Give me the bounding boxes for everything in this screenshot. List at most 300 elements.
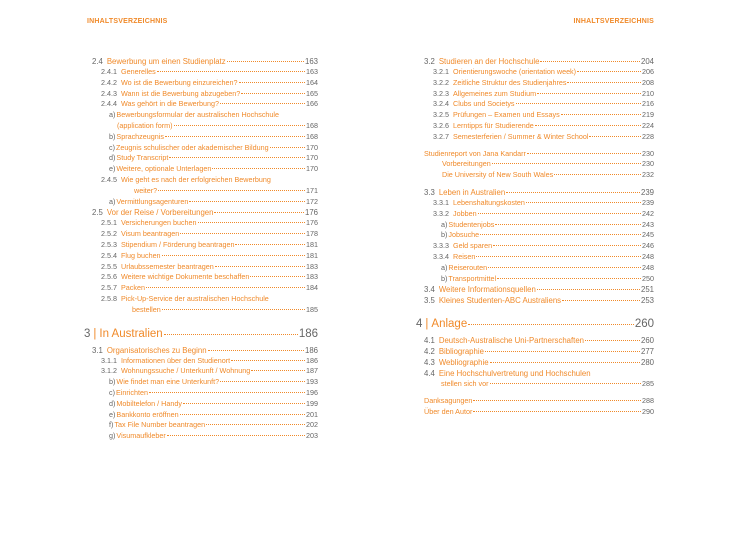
entry-title: Geld sparen <box>453 241 493 251</box>
toc-entry[interactable] <box>424 407 654 418</box>
leader-dots <box>468 324 634 325</box>
entry-page: 224 <box>642 120 654 130</box>
leader-dots <box>164 334 298 335</box>
entry-number: 3.1.1 <box>101 355 117 365</box>
toc-entry[interactable] <box>424 284 654 295</box>
entry-page: 176 <box>304 208 318 218</box>
leader-dots <box>485 351 640 352</box>
leader-dots <box>506 192 640 193</box>
entry-page: 210 <box>642 88 654 98</box>
entry-page: 199 <box>306 398 318 408</box>
toc-entry[interactable] <box>92 262 318 273</box>
toc-entry[interactable] <box>92 197 318 208</box>
entry-page: 186 <box>304 345 318 355</box>
toc-entry[interactable] <box>424 187 654 198</box>
entry-page: 243 <box>642 219 654 229</box>
toc-entry[interactable] <box>424 346 654 357</box>
toc-entry[interactable] <box>92 283 318 294</box>
entry-title: Reiserouten <box>448 262 488 272</box>
entry-number: a) <box>109 196 116 206</box>
toc-entry[interactable] <box>424 335 654 346</box>
entry-title: Semesterferien / Summer & Winter School <box>453 131 589 141</box>
leader-dots <box>167 435 305 436</box>
entry-number: 4.3 <box>424 358 435 368</box>
entry-number: 3.2.7 <box>433 131 449 141</box>
leader-dots <box>516 103 641 104</box>
leader-dots <box>162 255 305 256</box>
toc-entry[interactable] <box>92 366 318 377</box>
leader-dots <box>567 82 641 83</box>
entry-page: 290 <box>642 406 654 416</box>
entry-number: 2.4.5 <box>101 174 117 184</box>
entry-title: Vermittlungsagenturen <box>116 196 189 206</box>
toc-entry[interactable] <box>92 56 318 67</box>
leader-dots <box>490 362 640 363</box>
entry-number: 2.5.8 <box>101 293 117 303</box>
chapter-number: 3 <box>84 327 91 340</box>
toc-entry[interactable] <box>424 220 654 231</box>
toc-entry[interactable] <box>92 89 318 100</box>
entry-page: 204 <box>640 57 654 66</box>
leader-dots <box>497 278 641 279</box>
entry-title: Kleines Studenten-ABC Australiens <box>438 296 562 306</box>
toc-entry[interactable] <box>424 56 654 67</box>
entry-number: f) <box>109 420 114 430</box>
entry-title: bestellen <box>132 304 161 314</box>
leader-dots <box>490 383 641 384</box>
toc-entry[interactable] <box>424 110 654 121</box>
entry-title: Vor der Reise / Vorbereitungen <box>106 208 214 218</box>
toc-entry[interactable] <box>424 67 654 78</box>
entry-number: g) <box>109 431 116 441</box>
entry-title: Einrichten <box>116 387 148 397</box>
leader-dots <box>540 61 640 62</box>
entry-number: 3.4 <box>424 285 435 295</box>
leader-dots <box>169 157 305 158</box>
entry-title: Organisatorisches zu Beginn <box>106 345 207 355</box>
entry-page: 178 <box>306 229 318 239</box>
entry-number: e) <box>109 164 116 174</box>
entry-page: 172 <box>306 196 318 206</box>
entry-page: 171 <box>306 185 318 195</box>
toc-entry[interactable] <box>424 99 654 110</box>
entry-number: 2.5.2 <box>101 229 117 239</box>
leader-dots <box>493 245 641 246</box>
leader-dots <box>198 222 305 223</box>
entry-title: Leben in Australien <box>438 187 506 197</box>
entry-number: d) <box>109 398 116 408</box>
entry-number: b) <box>109 377 116 387</box>
entry-page: 183 <box>306 272 318 282</box>
entry-title: Clubs und Societys <box>453 99 515 109</box>
entry-page: 228 <box>642 131 654 141</box>
chapter-title: In Australien <box>99 327 163 340</box>
toc-entry[interactable] <box>424 132 654 143</box>
entry-title: Was gehört in die Bewerbung? <box>121 99 220 109</box>
toc-entry[interactable] <box>92 377 318 388</box>
leader-dots <box>537 289 640 290</box>
entry-title: Visumaufkleber <box>116 431 166 441</box>
leader-dots <box>473 400 641 401</box>
entry-page: 170 <box>306 142 318 152</box>
toc-entry[interactable] <box>92 272 318 283</box>
entry-number: 4.2 <box>424 347 435 357</box>
entry-title: Generelles <box>121 67 156 76</box>
entry-page: 206 <box>642 67 654 76</box>
entry-title: Wo ist die Bewerbung einzureichen? <box>121 77 238 87</box>
leader-dots <box>231 360 305 361</box>
entry-title: Pick-Up-Service der australischen Hochschule <box>121 293 269 303</box>
chapter-page: 260 <box>634 318 654 331</box>
entry-number: 3.2.2 <box>433 77 449 87</box>
leader-dots <box>554 174 641 175</box>
toc-entry[interactable] <box>424 379 654 390</box>
entry-number: c) <box>109 142 115 152</box>
entry-page: 170 <box>306 164 318 174</box>
toc-entry[interactable] <box>424 159 654 170</box>
entry-page: 230 <box>642 159 654 169</box>
leader-dots <box>476 256 641 257</box>
leader-dots <box>537 93 641 94</box>
entry-number: 2.5.6 <box>101 272 117 282</box>
entry-title: Die University of New South Wales <box>442 170 554 180</box>
leader-dots <box>535 125 641 126</box>
toc-right <box>416 56 654 418</box>
toc-entry[interactable] <box>92 388 318 399</box>
entry-page: 176 <box>306 218 318 228</box>
entry-number: 3.3 <box>424 187 435 197</box>
toc-entry[interactable] <box>424 252 654 263</box>
entry-page: 185 <box>306 304 318 314</box>
entry-number: 3.5 <box>424 296 435 306</box>
entry-title: Zeitliche Struktur des Studienjahres <box>453 77 567 87</box>
entry-page: 203 <box>306 431 318 441</box>
toc-entry[interactable] <box>424 149 654 160</box>
toc-entry[interactable] <box>424 368 654 379</box>
entry-number: a) <box>441 262 448 272</box>
toc-entry[interactable] <box>92 78 318 89</box>
entry-title: Wann ist die Bewerbung abzugeben? <box>121 88 241 98</box>
leader-dots <box>208 350 304 351</box>
toc-entry[interactable] <box>424 170 654 181</box>
entry-page: 280 <box>640 358 654 368</box>
toc-entry[interactable] <box>92 345 318 356</box>
entry-number: 3.1 <box>92 345 103 355</box>
chapter-heading[interactable] <box>416 316 654 332</box>
entry-page: 165 <box>306 88 318 98</box>
toc-entry[interactable] <box>424 357 654 368</box>
entry-page: 250 <box>642 273 654 283</box>
entry-page: 242 <box>642 208 654 218</box>
leader-dots <box>473 411 641 412</box>
entry-title: Wie geht es nach der erfolgreichen Bewerbung <box>121 174 271 184</box>
entry-page: 246 <box>642 241 654 251</box>
leader-dots <box>270 147 305 148</box>
toc-entry[interactable] <box>92 229 318 240</box>
toc-left <box>84 56 318 442</box>
entry-page: 219 <box>642 110 654 120</box>
entry-number: 3.2.3 <box>433 88 449 98</box>
toc-entry[interactable] <box>424 209 654 220</box>
entry-title: Danksagungen <box>424 396 473 406</box>
leader-dots <box>220 103 305 104</box>
entry-page: 183 <box>306 261 318 271</box>
leader-dots <box>561 114 641 115</box>
entry-number: 4.1 <box>424 336 435 346</box>
entry-number: b) <box>441 273 448 283</box>
leader-dots <box>220 381 305 382</box>
entry-title: Jobben <box>453 208 477 218</box>
entry-page: 251 <box>640 285 654 295</box>
entry-page: 202 <box>306 420 318 430</box>
leader-dots <box>146 287 305 288</box>
leader-dots <box>241 93 305 94</box>
chapter-heading[interactable] <box>84 326 318 342</box>
entry-page: 170 <box>306 153 318 163</box>
chapter-number: 4 <box>416 318 423 331</box>
entry-title: Allgemeines zum Studium <box>453 88 537 98</box>
leader-dots <box>527 153 641 154</box>
toc-entry[interactable] <box>424 274 654 285</box>
leader-dots <box>251 370 305 371</box>
entry-page: 216 <box>642 99 654 109</box>
entry-title: Eine Hochschulvertretung und Hochschulen <box>438 369 591 379</box>
entry-page: 288 <box>642 396 654 406</box>
entry-page: 187 <box>306 366 318 376</box>
toc-entry[interactable] <box>92 305 318 316</box>
toc-entry[interactable] <box>424 78 654 89</box>
entry-page: 196 <box>306 387 318 397</box>
entry-title: Orientierungswoche (orientation week) <box>453 67 577 76</box>
entry-page: 184 <box>306 283 318 293</box>
entry-page: 232 <box>642 170 654 180</box>
leader-dots <box>577 71 641 72</box>
toc-entry[interactable] <box>424 295 654 306</box>
toc-entry[interactable] <box>424 241 654 252</box>
entry-number: 2.5.3 <box>101 239 117 249</box>
toc-entry[interactable] <box>92 143 318 154</box>
leader-dots <box>183 403 305 404</box>
toc-entry[interactable] <box>424 121 654 132</box>
entry-number: 3.2.4 <box>433 99 449 109</box>
chapter-title: Anlage <box>431 318 468 331</box>
entry-title: Transportmittel <box>448 273 497 283</box>
entry-page: 260 <box>640 336 654 346</box>
toc-entry[interactable] <box>92 251 318 262</box>
entry-page: 277 <box>640 347 654 357</box>
entry-number: e) <box>109 409 116 419</box>
entry-title: Bewerbung um einen Studienplatz <box>106 57 226 66</box>
entry-number: 3.3.4 <box>433 251 449 261</box>
entry-title: Tax File Number beantragen <box>114 420 206 430</box>
leader-dots <box>585 340 640 341</box>
entry-number: b) <box>109 131 116 141</box>
entry-title: Wie findet man eine Unterkunft? <box>116 377 220 387</box>
entry-page: 163 <box>306 67 318 76</box>
entry-title: Weitere Informationsquellen <box>438 285 536 295</box>
toc-entry[interactable] <box>92 218 318 229</box>
entry-page: 230 <box>642 148 654 158</box>
toc-entry[interactable] <box>424 89 654 100</box>
entry-title: Studienreport von Jana Kandarr <box>424 148 526 158</box>
leader-dots <box>562 300 640 301</box>
chapter-page: 186 <box>298 327 318 340</box>
entry-number: 2.5.7 <box>101 283 117 293</box>
toc-entry[interactable] <box>92 67 318 78</box>
entry-page: 193 <box>306 377 318 387</box>
leader-dots <box>214 212 304 213</box>
entry-page: 181 <box>306 239 318 249</box>
entry-title: Studentenjobs <box>448 219 495 229</box>
entry-number: a) <box>109 110 116 120</box>
entry-number: 2.4.4 <box>101 99 117 109</box>
toc-entry[interactable] <box>92 420 318 431</box>
toc-entry[interactable] <box>92 207 318 218</box>
entry-title: Zeugnis schulischer oder akademischer Bildung <box>116 142 269 152</box>
toc-entry[interactable] <box>92 132 318 143</box>
entry-title: Flug buchen <box>121 250 161 260</box>
entry-title: Lerntipps für Studierende <box>453 120 534 130</box>
entry-title: weiter? <box>134 185 158 195</box>
entry-page: 208 <box>642 77 654 87</box>
entry-number: a) <box>441 219 448 229</box>
leader-dots <box>180 414 305 415</box>
entry-title: Jobsuche <box>448 230 480 240</box>
entry-page: 163 <box>304 57 318 66</box>
entry-page: 248 <box>642 262 654 272</box>
leader-dots <box>180 233 305 234</box>
entry-number: 3.3.2 <box>433 208 449 218</box>
toc-entry[interactable] <box>424 198 654 209</box>
entry-page: 168 <box>306 120 318 130</box>
running-head: INHALTSVERZEICHNIS <box>573 18 654 25</box>
entry-page: 181 <box>306 250 318 260</box>
entry-page: 245 <box>642 230 654 240</box>
entry-page: 239 <box>642 197 654 207</box>
entry-number: 2.5 <box>92 208 103 218</box>
entry-number: 2.5.5 <box>101 261 117 271</box>
entry-title: Bibliographie <box>438 347 484 357</box>
entry-page: 248 <box>642 251 654 261</box>
leader-dots <box>165 136 305 137</box>
toc-entry[interactable] <box>92 121 318 132</box>
leader-dots <box>206 424 305 425</box>
entry-number: d) <box>109 153 116 163</box>
leader-dots <box>526 202 641 203</box>
leader-dots <box>212 168 305 169</box>
entry-title: Weitere, optionale Unterlagen <box>116 164 212 174</box>
entry-title: Webliographie <box>438 358 489 368</box>
leader-dots <box>495 224 641 225</box>
entry-number: 2.4 <box>92 57 103 66</box>
entry-number: 3.3.3 <box>433 241 449 251</box>
entry-page: 164 <box>306 77 318 87</box>
entry-title: Versicherungen buchen <box>121 218 197 228</box>
running-head: INHALTSVERZEICHNIS <box>87 18 168 25</box>
entry-number: 4.4 <box>424 369 435 379</box>
entry-page: 285 <box>642 379 654 389</box>
leader-dots <box>250 276 305 277</box>
entry-title: Packen <box>121 283 145 293</box>
entry-number: c) <box>109 387 115 397</box>
toc-entry[interactable] <box>92 410 318 421</box>
entry-page: 253 <box>640 296 654 306</box>
entry-title: Studieren an der Hochschule <box>438 57 540 66</box>
toc-entry[interactable] <box>92 153 318 164</box>
toc-entry[interactable] <box>92 99 318 110</box>
leader-dots <box>227 61 304 62</box>
leader-dots <box>149 392 305 393</box>
entry-title: Reisen <box>453 251 476 261</box>
toc-entry[interactable] <box>92 110 318 121</box>
entry-number: b) <box>441 230 448 240</box>
toc-entry[interactable] <box>424 230 654 241</box>
entry-page: 239 <box>640 187 654 197</box>
entry-number: 3.3.1 <box>433 197 449 207</box>
leader-dots <box>488 267 641 268</box>
toc-entry[interactable] <box>92 356 318 367</box>
entry-page: 201 <box>306 409 318 419</box>
toc-entry[interactable] <box>92 399 318 410</box>
entry-number: 2.4.2 <box>101 77 117 87</box>
entry-number: 2.5.4 <box>101 250 117 260</box>
leader-dots <box>189 201 305 202</box>
leader-dots <box>235 244 305 245</box>
chapter-bar: | <box>425 318 429 331</box>
entry-title: Über den Autor <box>424 406 473 416</box>
entry-title: Bewerbungsformular der australischen Hochschule <box>116 110 280 120</box>
entry-title: Visum beantragen <box>121 229 180 239</box>
entry-title: Study Transcript <box>116 153 169 163</box>
leader-dots <box>157 71 305 72</box>
toc-entry[interactable] <box>424 263 654 274</box>
entry-page: 186 <box>306 355 318 365</box>
toc-entry[interactable] <box>92 186 318 197</box>
toc-entry[interactable] <box>92 240 318 251</box>
entry-title: Prüfungen – Examen und Essays <box>453 110 560 120</box>
leader-dots <box>162 309 305 310</box>
entry-page: 166 <box>306 99 318 109</box>
entry-number: 2.4.3 <box>101 88 117 98</box>
entry-title: Deutsch-Australische Uni-Partnerschaften <box>438 336 585 346</box>
toc-entry[interactable] <box>92 431 318 442</box>
entry-number: 3.2 <box>424 57 435 66</box>
entry-title: stellen sich vor <box>441 379 489 389</box>
entry-number: 2.4.1 <box>101 67 117 76</box>
entry-title: (application form) <box>117 120 173 130</box>
entry-number: 2.5.1 <box>101 218 117 228</box>
entry-number: 3.2.1 <box>433 67 449 76</box>
entry-title: Mobiltelefon / Handy <box>116 398 182 408</box>
entry-number: 3.2.6 <box>433 120 449 130</box>
toc-entry[interactable] <box>92 175 318 186</box>
entry-title: Urlaubssemester beantragen <box>121 261 214 271</box>
entry-title: Weitere wichtige Dokumente beschaffen <box>121 272 250 282</box>
entry-title: Stipendium / Förderung beantragen <box>121 239 235 249</box>
entry-number: 3.2.5 <box>433 110 449 120</box>
entry-title: Informationen über den Studienort <box>121 355 231 365</box>
entry-number: 3.1.2 <box>101 366 117 376</box>
toc-entry[interactable] <box>424 396 654 407</box>
leader-dots <box>158 190 305 191</box>
toc-entry[interactable] <box>92 164 318 175</box>
entry-title: Wohnungssuche / Unterkunft / Wohnung <box>121 366 251 376</box>
leader-dots <box>239 82 305 83</box>
leader-dots <box>492 163 641 164</box>
leader-dots <box>174 125 305 126</box>
entry-title: Sprachzeugnis <box>116 131 164 141</box>
toc-entry[interactable] <box>92 294 318 305</box>
